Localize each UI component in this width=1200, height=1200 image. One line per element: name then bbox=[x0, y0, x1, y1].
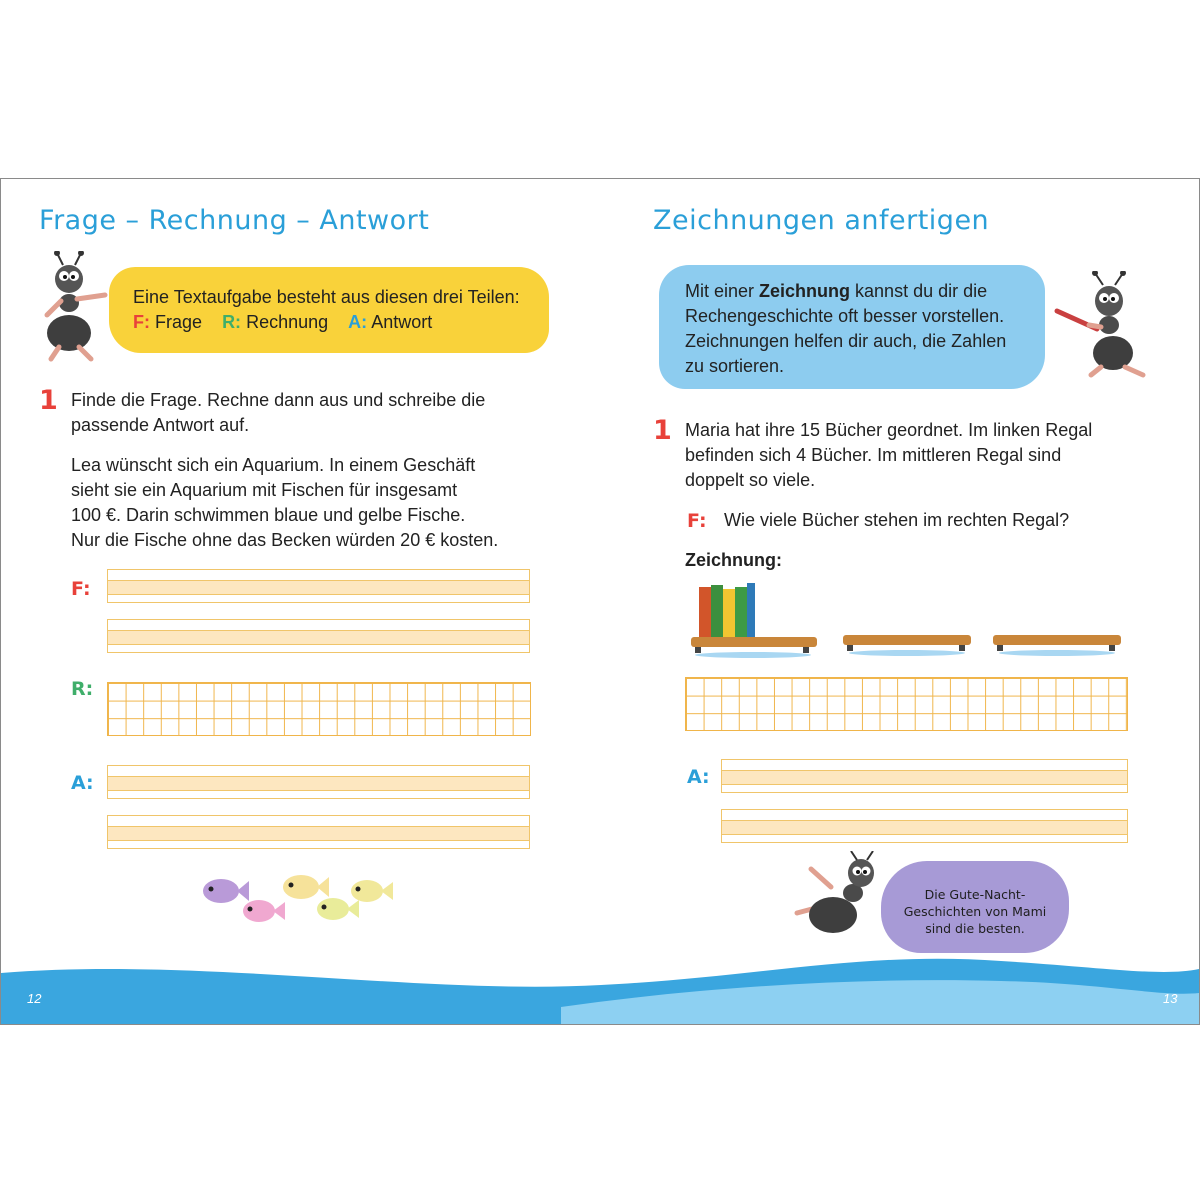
rechnung-grid[interactable] bbox=[107, 682, 531, 736]
page-number-right: 13 bbox=[1163, 991, 1178, 1006]
shelf-right-icon bbox=[993, 635, 1121, 656]
right-intro-line: Rechengeschichte oft besser vorstellen. bbox=[685, 306, 1005, 326]
story-line: Nur die Fische ohne das Becken würden 20 € kosten. bbox=[71, 530, 499, 550]
intro-post: kannst du dir die bbox=[850, 281, 988, 301]
speech-bubble-text bbox=[891, 886, 1059, 937]
f-key: F: bbox=[133, 312, 150, 332]
intro-bold-word: Zeichnung bbox=[759, 281, 851, 301]
fish-icon bbox=[203, 879, 249, 903]
question-text: Wie viele Bücher stehen im rechten Regal? bbox=[724, 510, 1070, 530]
ant-mascot-relaxing-icon bbox=[787, 851, 887, 941]
intro-pre: Mit einer bbox=[685, 281, 760, 301]
story-line: befinden sich 4 Bücher. Im mittleren Regal sind bbox=[685, 445, 1062, 465]
fish-icon bbox=[317, 898, 359, 920]
ant-mascot-pointing-icon bbox=[37, 251, 117, 363]
antwort-writing-line-2[interactable] bbox=[107, 815, 530, 849]
antwort-writing-line-1[interactable] bbox=[107, 765, 530, 799]
left-intro-text bbox=[133, 285, 520, 335]
story-line: doppelt so viele. bbox=[685, 470, 816, 490]
left-page-title: Frage – Rechnung – Antwort bbox=[39, 205, 430, 236]
drawing-label: Zeichnung: bbox=[685, 550, 782, 570]
antwort-label: A: bbox=[71, 772, 94, 794]
r-label: Rechnung bbox=[246, 312, 329, 332]
instruction-line: passende Antwort auf. bbox=[71, 415, 250, 435]
books-icon bbox=[699, 583, 755, 639]
right-antwort-label: A: bbox=[687, 766, 710, 788]
story-line: sieht sie ein Aquarium mit Fischen für insgesamt bbox=[71, 480, 458, 500]
fish-icon bbox=[283, 875, 329, 899]
story-line: Maria hat ihre 15 Bücher geordnet. Im linken Regal bbox=[685, 420, 1093, 440]
right-antwort-writing-line-2[interactable] bbox=[721, 809, 1128, 843]
r-key: R: bbox=[222, 312, 242, 332]
left-instruction bbox=[71, 388, 485, 438]
right-intro-text bbox=[685, 279, 1006, 379]
workbook-spread bbox=[0, 178, 1200, 1025]
bubble-line: Geschichten von Mami bbox=[903, 904, 1047, 919]
rechnung-label: R: bbox=[71, 678, 94, 700]
bubble-line: Die Gute-Nacht- bbox=[924, 887, 1026, 902]
shelf-left-icon bbox=[691, 637, 817, 658]
left-intro-legend bbox=[133, 310, 520, 335]
right-intro-line: zu sortieren. bbox=[685, 356, 785, 376]
instruction-line: Finde die Frage. Rechne dann aus und schreibe die bbox=[71, 390, 486, 410]
right-antwort-writing-line-1[interactable] bbox=[721, 759, 1128, 793]
left-intro-line: Eine Textaufgabe besteht aus diesen drei Teilen: bbox=[133, 287, 520, 307]
shelf-middle-icon bbox=[843, 635, 971, 656]
fish-icon bbox=[351, 880, 393, 902]
frage-writing-line-1[interactable] bbox=[107, 569, 530, 603]
story-line: 100 €. Darin schwimmen blaue und gelbe Fische. bbox=[71, 505, 466, 525]
fish-icon bbox=[243, 900, 285, 922]
story-line: Lea wünscht sich ein Aquarium. In einem Geschäft bbox=[71, 455, 476, 475]
f-label: Frage bbox=[155, 312, 203, 332]
fish-group-icon bbox=[195, 871, 395, 931]
page-number-left: 12 bbox=[27, 991, 42, 1006]
bubble-line: sind die besten. bbox=[925, 921, 1025, 936]
right-story bbox=[685, 418, 1092, 493]
left-task-number: 1 bbox=[39, 385, 58, 416]
a-key: A: bbox=[348, 312, 368, 332]
shelves-illustration bbox=[689, 581, 1129, 661]
zeichnung-grid[interactable] bbox=[685, 677, 1128, 731]
right-intro-line bbox=[685, 279, 1006, 304]
right-page-title: Zeichnungen anfertigen bbox=[653, 205, 990, 236]
frage-label: F: bbox=[71, 578, 91, 600]
left-story bbox=[71, 453, 498, 553]
ant-mascot-pencil-icon bbox=[1051, 271, 1151, 381]
a-label: Antwort bbox=[371, 312, 433, 332]
right-intro-line: Zeichnungen helfen dir auch, die Zahlen bbox=[685, 331, 1007, 351]
wave-footer bbox=[1, 947, 1199, 1025]
frage-writing-line-2[interactable] bbox=[107, 619, 530, 653]
question-key: F: bbox=[687, 510, 707, 532]
right-task-number: 1 bbox=[653, 415, 672, 446]
